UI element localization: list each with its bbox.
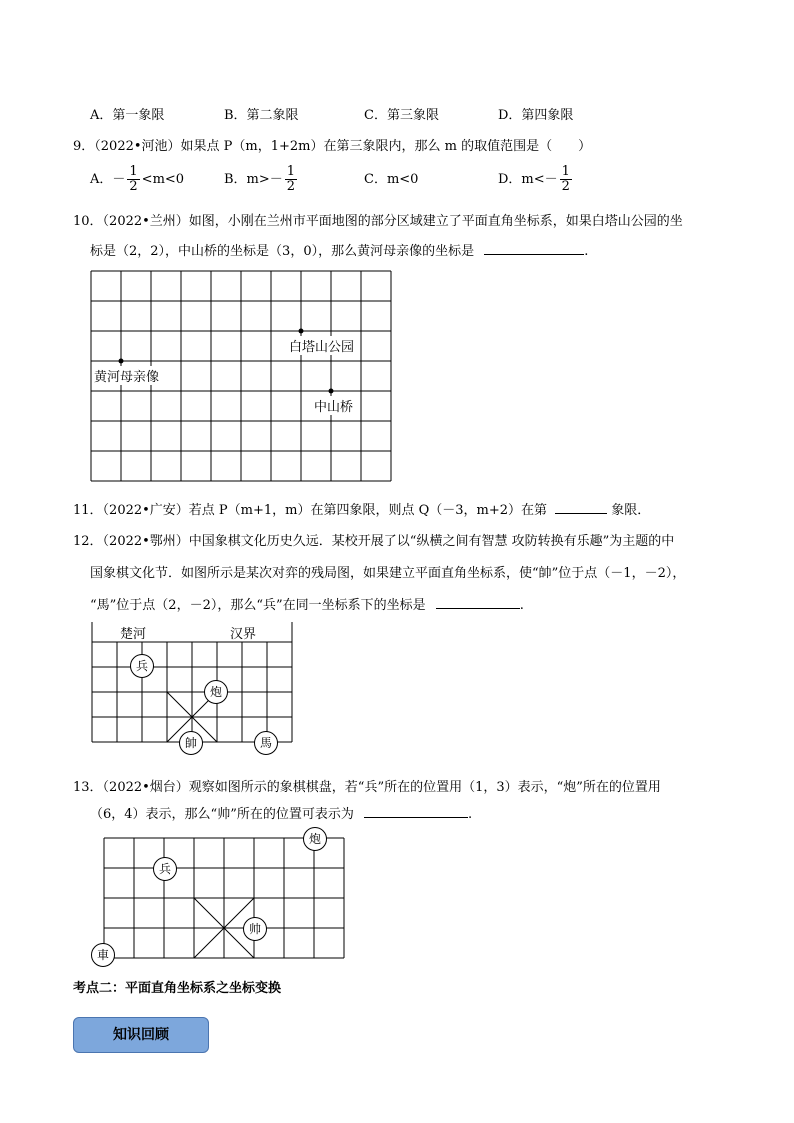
q8-option-b: B．第二象限 [224, 108, 299, 123]
chess-piece-pao: 炮 [204, 680, 228, 704]
q9-option-d [498, 160, 574, 200]
section-title: 考点二：平面直角坐标系之坐标变换 [73, 981, 282, 996]
label-baita-park: 白塔山公园 [289, 336, 354, 355]
fraction-numerator: 1 [286, 164, 296, 179]
q11-stem [73, 499, 650, 518]
q9-option-b-prefix: B．m>－ [224, 172, 283, 187]
answer-blank [555, 501, 607, 514]
fraction-denominator: 2 [561, 179, 570, 194]
q12-line-3-end: . [519, 598, 524, 613]
chess-piece-bing: 兵 [130, 654, 154, 678]
q9-option-b [224, 160, 299, 200]
q12-line-2: 国象棋文化节．如图所示是某次对弈的残局图，如果建立平面直角坐标系，使“帥”位于点（－1，－2）， [90, 566, 686, 581]
chess-piece-shuai: 帥 [179, 731, 203, 755]
q12-line-1: 12．（2022•鄂州）中国象棋文化历史久远．某校开展了以“纵横之间有智慧 攻防转换有乐趣”为主题的中 [73, 534, 675, 549]
q9-option-a-fraction [127, 165, 139, 194]
q9-stem: 9．（2022•河池）如果点 P（m，1+2m）在第三象限内，那么 m 的取值范围是（ ） [73, 139, 592, 154]
q13-line-1: 13．（2022•烟台）观察如图所示的象棋棋盘，若“兵”所在的位置用（1，3）表示，“炮”所在的位置用 [73, 780, 661, 795]
q8-option-d: D．第四象限 [498, 108, 574, 123]
q11-text-end: 象限． [611, 503, 651, 518]
river-label-right: 汉界 [230, 627, 257, 642]
fraction-numerator: 1 [129, 164, 138, 179]
q9-option-d-prefix: D．m<－ [498, 172, 558, 187]
chess-piece-bing: 兵 [153, 857, 177, 881]
q12-line-3 [90, 594, 524, 613]
q10-line-2 [90, 240, 588, 259]
q8-option-a: A．第一象限 [90, 108, 165, 123]
q9-option-d-fraction [560, 165, 572, 194]
answer-blank [436, 596, 520, 609]
label-huanghe-statue: 黄河母亲像 [94, 366, 159, 385]
q9-option-b-fraction [285, 165, 297, 194]
q13-chess-board [102, 836, 346, 960]
fraction-denominator: 2 [129, 179, 138, 194]
label-zhongshan-bridge: 中山桥 [314, 396, 353, 415]
answer-blank [364, 805, 468, 818]
knowledge-review-button[interactable]: 知识回顾 [73, 1017, 209, 1053]
huanghe-statue-point [119, 359, 124, 364]
chess-piece-pao: 炮 [303, 827, 327, 851]
chess-piece-ma: 馬 [254, 731, 278, 755]
q10-line-1: 10．（2022•兰州）如图，小刚在兰州市平面地图的部分区域建立了平面直角坐标系，如果白塔山公园的坐 [73, 214, 683, 229]
q8-option-c: C．第三象限 [364, 108, 439, 123]
q13-line-2 [90, 803, 472, 822]
q13-line-2-text: （6，4）表示，那么“帅”所在的位置可表示为 [90, 807, 354, 822]
answer-blank [484, 242, 584, 255]
q13-line-2-end: . [467, 807, 473, 822]
q9-option-a-prefix: A．－ [90, 172, 126, 187]
fraction-denominator: 2 [286, 179, 296, 194]
q10-line-2-text: 标是（2，2），中山桥的坐标是（3，0），那么黄河母亲像的坐标是 [90, 244, 475, 259]
q10-line-2-end: . [584, 244, 589, 259]
chess-piece-che: 車 [91, 943, 115, 967]
zhongshan-bridge-point [329, 389, 334, 394]
baita-park-point [299, 329, 304, 334]
q9-option-c: C．m<0 [364, 172, 419, 187]
river-label-left: 楚河 [120, 627, 147, 642]
q9-option-a-suffix: <m<0 [141, 172, 185, 187]
q9-option-a [90, 160, 184, 200]
fraction-numerator: 1 [561, 164, 570, 179]
q12-line-3-text: “馬”位于点（2，－2），那么“兵”在同一坐标系下的坐标是 [90, 598, 426, 613]
q11-text: 11．（2022•广安）若点 P（m+1，m）在第四象限，则点 Q（－3，m+2）在第 [73, 503, 548, 518]
chess-piece-shuai: 帅 [243, 917, 267, 941]
